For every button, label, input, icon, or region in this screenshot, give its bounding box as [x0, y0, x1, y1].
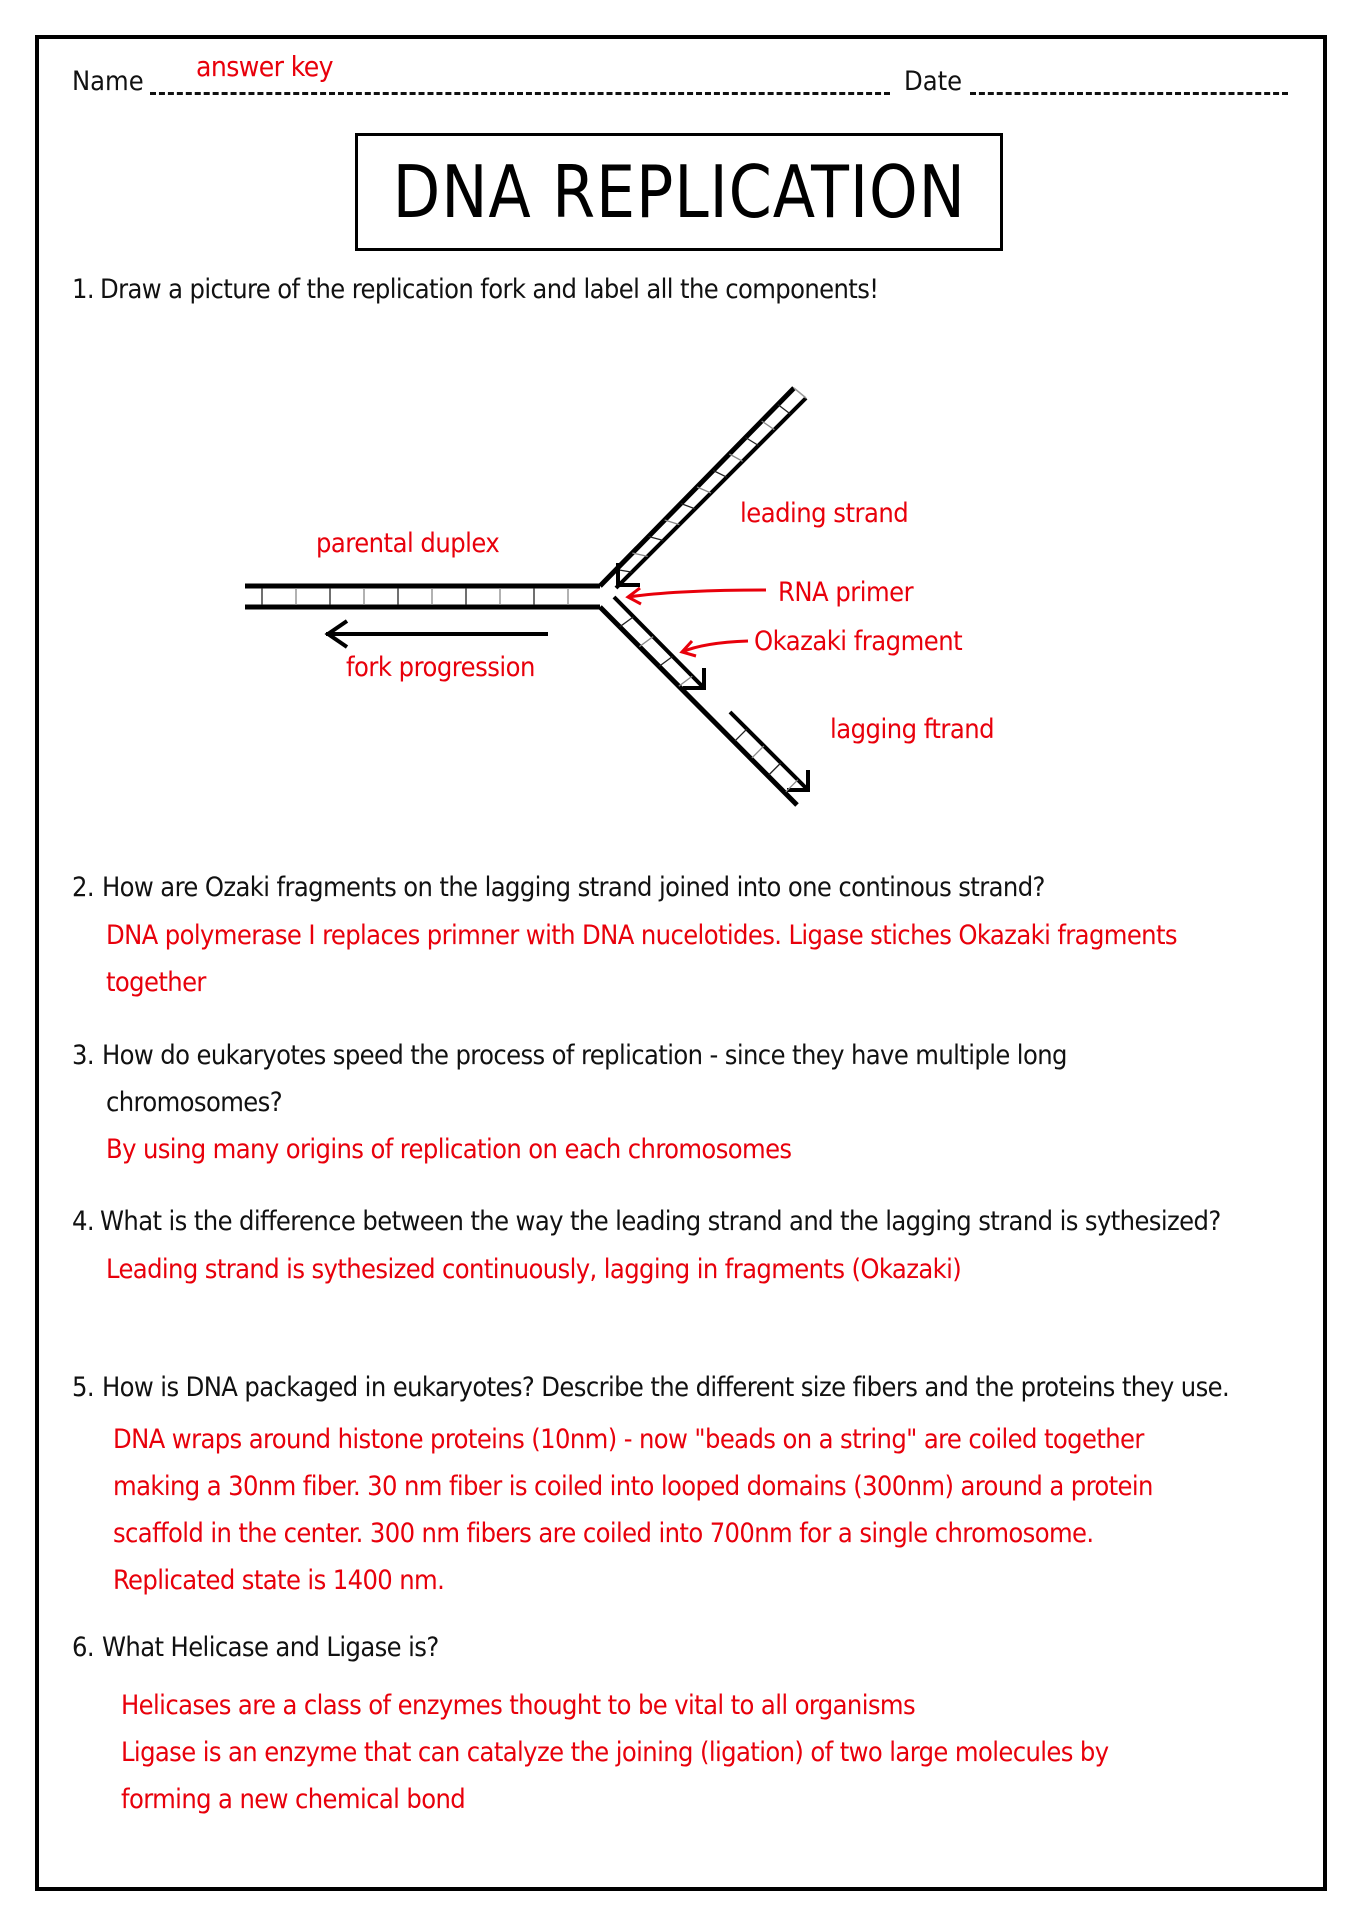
- label-leading-strand: leading strand: [740, 498, 909, 529]
- answer-2-line-2: together: [106, 967, 206, 998]
- question-2-number: 2.: [72, 872, 94, 903]
- base-pair-rung: [778, 405, 790, 414]
- base-pair-rung: [639, 637, 653, 647]
- answer-3-line-1: By using many origins of replication on each chromosomes: [106, 1134, 792, 1165]
- base-pair-rung: [679, 676, 692, 686]
- base-pair-rung: [665, 520, 680, 525]
- question-4-number: 4.: [72, 1206, 94, 1237]
- okazaki-fragment-pointer: [682, 641, 748, 656]
- answer-2-line-1: DNA polymerase I replaces primner with DNA nucelotides. Ligase stiches Okazaki fragments: [106, 920, 1177, 951]
- base-pair-rung: [620, 617, 634, 627]
- base-pair-rung: [681, 504, 695, 509]
- base-pair-rung: [729, 454, 742, 461]
- leading-base-pairs: [616, 405, 790, 573]
- answer-5-line-1: DNA wraps around histone proteins (10nm) - now "beads on a string" are coiled together: [113, 1424, 1144, 1455]
- date-label: Date: [904, 66, 963, 97]
- answer-5-line-2: making a 30nm fiber. 30 nm fiber is coiled into looped domains (300nm) around a protein: [113, 1471, 1153, 1502]
- leading-strand: [600, 388, 806, 588]
- label-lagging-strand: lagging ftrand: [830, 714, 995, 745]
- answer-4-line-1: Leading strand is sythesized continuously, lagging in fragments (Okazaki): [106, 1254, 962, 1285]
- fork-progression-arrow: [326, 621, 548, 647]
- question-6-text: What Helicase and Ligase is?: [102, 1632, 439, 1663]
- question-3-text-line-2: chromosomes?: [106, 1087, 282, 1118]
- label-okazaki-fragment: Okazaki fragment: [754, 626, 963, 657]
- rna-primer-pointer: [628, 588, 766, 604]
- page-title: DNA REPLICATION: [392, 150, 966, 234]
- base-pair-rung: [649, 537, 664, 541]
- answer-6-line-3: forming a new chemical bond: [121, 1784, 466, 1815]
- question-3-number: 3.: [72, 1040, 94, 1071]
- base-pair-rung: [713, 471, 727, 478]
- base-pair-rung: [746, 438, 759, 446]
- question-3-text-line-1: How do eukaryotes speed the process of replication - since they have multiple long: [102, 1040, 1067, 1071]
- answer-5-line-4: Replicated state is 1400 nm.: [113, 1565, 445, 1596]
- parental-duplex: [245, 586, 600, 607]
- base-pair-rung: [659, 656, 673, 666]
- base-pair-rung: [632, 553, 647, 556]
- label-parental-duplex: parental duplex: [316, 528, 500, 559]
- question-1-number: 1.: [72, 274, 94, 305]
- label-rna-primer: RNA primer: [778, 577, 914, 608]
- question-1-text: Draw a picture of the replication fork and label all the components!: [100, 274, 879, 305]
- base-pair-rung: [735, 729, 747, 741]
- answer-5-line-3: scaffold in the center. 300 nm fibers are coiled into 700nm for a single chromosome.: [113, 1518, 1094, 1549]
- answer-6-line-1: Helicases are a class of enzymes thought to be vital to all organisms: [121, 1690, 916, 1721]
- question-2-text: How are Ozaki fragments on the lagging strand joined into one continous strand?: [102, 872, 1045, 903]
- duplex-base-pairs: [262, 588, 568, 605]
- name-value: answer key: [196, 50, 333, 83]
- base-pair-rung: [762, 421, 775, 430]
- label-fork-progression: fork progression: [346, 652, 535, 683]
- base-pair-rung: [769, 763, 781, 775]
- question-4-text: What is the difference between the way the leading strand and the lagging strand is sythesized?: [100, 1206, 1221, 1237]
- base-pair-rung: [752, 746, 764, 758]
- answer-6-line-2: Ligase is an enzyme that can catalyze the joining (ligation) of two large molecules by: [121, 1737, 1109, 1768]
- base-pair-rung: [697, 487, 711, 493]
- question-5-text: How is DNA packaged in eukaryotes? Describe the different size fibers and the proteins they use.: [102, 1372, 1230, 1403]
- name-label: Name: [72, 66, 144, 97]
- question-5-number: 5.: [72, 1372, 94, 1403]
- question-6-number: 6.: [72, 1632, 94, 1663]
